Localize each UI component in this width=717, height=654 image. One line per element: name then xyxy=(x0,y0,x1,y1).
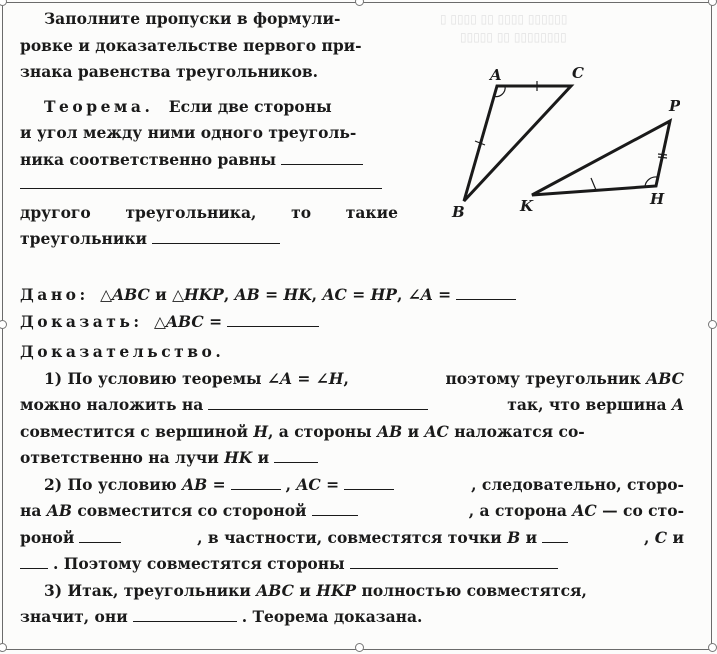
step-line xyxy=(20,604,684,631)
step-text: совместится с вершиной H, а стороны AB и AC наложатся со- xyxy=(20,421,585,441)
resize-handle[interactable] xyxy=(708,0,717,6)
resize-handle[interactable] xyxy=(0,643,7,652)
step-line xyxy=(20,578,684,605)
step-line xyxy=(20,525,684,552)
blank-field[interactable] xyxy=(281,150,363,165)
task-block xyxy=(20,6,398,253)
step-text: можно наложить на xyxy=(20,395,204,414)
theorem-text: и угол между ними одного треуголь- xyxy=(20,123,357,142)
blank-field[interactable] xyxy=(20,554,48,569)
theorem-label: Теорема. xyxy=(44,96,154,116)
tick-hp xyxy=(658,157,667,158)
blank-field[interactable] xyxy=(133,607,237,622)
given-text: △ABC и △HKP, AB = HK, AC = HP, ∠A = xyxy=(100,285,452,304)
step-text: так, что вершина A xyxy=(507,395,684,414)
label-h: H xyxy=(650,190,665,208)
step-text: поэтому треугольник ABC xyxy=(445,368,684,388)
theorem-line xyxy=(20,94,398,121)
step-text: , следовательно, сторо- xyxy=(471,474,684,494)
theorem-line xyxy=(20,200,398,227)
step-text: 2) По условию AB = xyxy=(44,474,226,494)
prove-label: Доказать: xyxy=(20,311,143,331)
triangle-hkp xyxy=(532,121,670,195)
step-line xyxy=(20,392,684,419)
step-line xyxy=(20,366,684,393)
step-text: 1) По условию теоремы ∠A = ∠H, xyxy=(44,368,349,388)
theorem-text: треугольники xyxy=(20,229,148,248)
step-text: , C и xyxy=(643,527,684,547)
step-text: роной xyxy=(20,527,75,547)
proof-title: Доказательство. xyxy=(20,342,225,361)
step-line xyxy=(20,498,684,525)
bleed-through: ▯ ▯▯▯▯ ▯▯ ▯▯▯▯ ▯▯▯▯▯▯ xyxy=(440,12,568,26)
theorem-text: другого xyxy=(20,202,91,222)
blank-field[interactable] xyxy=(456,285,516,300)
theorem-text: такие xyxy=(345,202,398,222)
theorem-line xyxy=(20,173,398,200)
step-text: 3) Итак, треугольники ABC и HKP полностью совместятся, xyxy=(44,580,587,600)
proof-block xyxy=(20,282,684,631)
bleed-through: ▯▯▯▯▯ ▯▯ ▯▯▯▯▯▯▯▯ xyxy=(460,30,567,44)
theorem-text: то xyxy=(291,202,312,222)
blank-field[interactable] xyxy=(231,475,281,490)
blank-field[interactable] xyxy=(152,229,280,244)
blank-field[interactable] xyxy=(312,501,358,516)
blank-field[interactable] xyxy=(344,475,394,490)
step-line xyxy=(20,472,684,499)
intro-text: ровке и доказательстве первого при- xyxy=(20,35,362,55)
blank-field[interactable] xyxy=(208,395,428,410)
resize-handle[interactable] xyxy=(355,643,364,652)
step-text: значит, они xyxy=(20,607,128,626)
step-text: , в частности, совместятся точки B и xyxy=(197,527,538,547)
blank-field[interactable] xyxy=(227,312,319,327)
blank-field[interactable] xyxy=(274,448,318,463)
given-line xyxy=(20,282,684,309)
label-p: P xyxy=(669,97,680,115)
resize-handle[interactable] xyxy=(708,320,717,329)
blank-field[interactable] xyxy=(350,554,558,569)
prove-text: △ABC = xyxy=(154,311,223,331)
step-line xyxy=(20,419,684,446)
theorem-line xyxy=(20,147,398,174)
intro-line xyxy=(20,33,398,60)
step-text: . Теорема доказана. xyxy=(241,607,423,626)
intro-text: Заполните пропуски в формули- xyxy=(44,9,341,28)
step-text: на AB совместится со стороной xyxy=(20,501,307,520)
label-k: K xyxy=(520,197,534,215)
step-line xyxy=(20,445,684,472)
intro-line xyxy=(20,59,398,86)
resize-handle[interactable] xyxy=(708,643,717,652)
given-label: Дано: xyxy=(20,285,89,304)
label-c: C xyxy=(572,64,584,82)
theorem-text: Если две стороны xyxy=(168,96,332,116)
label-a: A xyxy=(490,66,502,84)
tick-hk xyxy=(591,178,596,190)
theorem-text: ника соответственно равны xyxy=(20,149,277,169)
step-text: . Поэтому совместятся стороны xyxy=(53,554,345,573)
blank-field[interactable] xyxy=(542,528,568,543)
blank-field[interactable] xyxy=(79,528,121,543)
prove-line xyxy=(20,309,684,336)
step-text: , а сторона AC — со сто- xyxy=(468,501,684,520)
step-line xyxy=(20,551,684,578)
intro-text: знака равенства треугольников. xyxy=(20,62,319,81)
intro-line xyxy=(20,6,398,33)
blank-field[interactable] xyxy=(20,173,382,189)
theorem-line xyxy=(20,120,398,147)
tick-hp xyxy=(658,154,667,155)
step-text: , AC = xyxy=(285,474,340,494)
proof-title-line xyxy=(20,339,684,366)
step-text: ответственно на лучи HK и xyxy=(20,448,270,467)
theorem-line xyxy=(20,226,398,253)
theorem-text: треугольника, xyxy=(125,202,257,222)
label-b: B xyxy=(452,203,465,221)
triangles-figure xyxy=(440,58,680,223)
